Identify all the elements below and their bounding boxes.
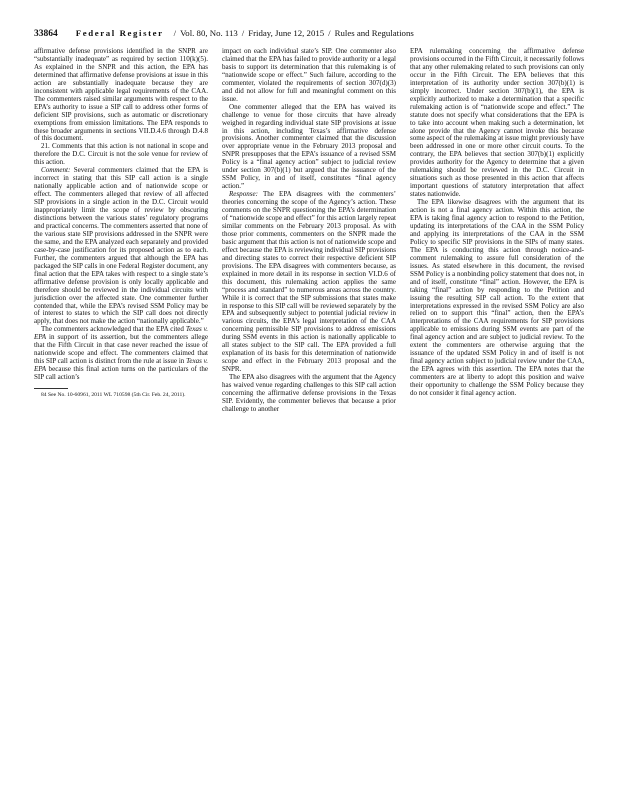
text-columns <box>34 48 584 414</box>
header-separator: / <box>173 28 177 38</box>
paragraph <box>34 326 208 382</box>
column-1 <box>34 48 208 414</box>
text-run: because this final action turns on the particulars of the SIP call action’s <box>34 365 208 382</box>
paragraph <box>222 191 396 374</box>
section-name: Rules and Regulations <box>334 28 414 38</box>
volume-info: Vol. 80, No. 113 <box>180 28 238 38</box>
issue-date: Friday, June 12, 2015 <box>248 28 325 38</box>
footnote-divider <box>34 388 68 389</box>
header-separator: / <box>328 28 331 38</box>
comment-text: Several commenters claimed that the EPA is incorrect in stating that this SIP call action is a single nationally applicable action and of nationwide scope or effect. The commenters alleged that review of all affected SIP provisions in a single action in the D.C. Circuit would inappropriately limit the scope of review by obscuring distinctions between the various states’ regulatory programs and practical concerns. The commenters asserted that none of the various state SIP provisions addressed in the SNPR were the same, and the EPA analyzed each separately and provided case-by-case justification for its proposed action as to each. Further, the commenters argued that although the EPA has packaged the SIP calls in one Federal Register document, any final action that the EPA takes with respect to a single state’s affirmative defense provision is only locally applicable and therefore should be reviewed in the individual circuits with jurisdiction over the affected state. One commenter further contended that, while the EPA’s revised SSM Policy may be of interest to states to which the SIP call does not directly apply, that does not make the action “nationally applicable.” <box>34 166 208 326</box>
column-3 <box>410 48 584 414</box>
paragraph <box>34 167 208 326</box>
page-header <box>34 28 584 44</box>
text-run: The commenters claimed that this SIP call action is distinct from the rule at issue in <box>34 349 208 366</box>
response-text: The EPA disagrees with the commenters’ theories concerning the scope of the Agency’s action. These comments on the SNPR questioning the EPA’s determination of “nationwide scope and effect” for this action largely repeat similar comments on the February 2013 proposal. As with those prior comments, commenters on the SNPR made the basic argument that this action is not of nationwide scope and effect because the EPA is reviewing individual SIP provisions and directing states to correct their respective deficient SIP provisions. The EPA disagrees with commenters because, as explained in more detail in its response in section VI.D.6 of this document, this rulemaking action applies the same “process and standard” to numerous areas across the country. While it is correct that the SIP submissions that states make in response to this SIP call will be reviewed separately by the EPA and subsequently subject to potential judicial review in various circuits, the EPA’s legal interpretation of the CAA concerning permissible SIP provisions to address emissions during SSM events in this action is nationally applicable to all states subject to the SIP call. The EPA provided a full explanation of its basis for this determination of nationwide scope and effect in the February 2013 proposal and the SNPR. <box>222 190 396 374</box>
case-name: Texas v. EPA <box>34 357 209 374</box>
paragraph: The EPA also disagrees with the argument that the Agency has waived venue regarding challenges to this SIP call action concerning the affirmative defense provisions in the Texas SIP. Evidently, the commenter believes that because a prior challenge to another <box>222 373 396 413</box>
comment-label: Comment: <box>41 166 71 175</box>
text-run: The commenters acknowledged that the EPA cited <box>41 325 186 334</box>
paragraph: impact on each individual state’s SIP. One commenter also claimed that the EPA has failed to provide authority or a legal basis to support its determination that this rulemaking is of “nationwide scope or effect.” Such failure, according to the commenter, violated the requirements of section 307(d)(3) and did not allow for full and meaningful comment on this issue. <box>222 47 396 103</box>
comment-heading: 21. Comments that this action is not national in scope and therefore the D.C. Circuit is not the sole venue for review of this action. <box>34 142 208 167</box>
column-2 <box>222 48 396 414</box>
header-separator: / <box>241 28 245 38</box>
paragraph: EPA rulemaking concerning the affirmative defense provisions occurred in the Fifth Circuit, it necessarily follows that any other rulemaking related to such provisions can only occur in the Fifth Circuit. The EPA believes that this interpretation of its authority under section 307(b)(1) is simply incorrect. Under section 307(b)(1), the EPA is explicitly authorized to make a determination that a specific rulemaking action is of “nationwide scope and effect.” The statute does not specify what considerations that the EPA is to take into account when making such a determination, let alone provide that the Agency cannot invoke this because some aspect of the rulemaking at issue might previously have been addressed in one or more other circuit courts. To the contrary, the EPA believes that section 307(b)(1) explicitly provides authority for the Agency to determine that a given rulemaking should be reviewed in the D.C. Circuit in situations such as those presented in this action that affects important questions of statutory interpretation that affect states nationwide. <box>410 47 584 199</box>
case-name: Texas v. EPA <box>34 325 208 342</box>
text-run: in support of its assertion, but the commenters allege that the Fifth Circuit in that case never reached the issue of nationwide scope and effect. <box>34 333 208 358</box>
paragraph: One commenter alleged that the EPA has waived its challenge to venue for those circuits that have already weighed in regarding individual state SIP provisions at issue in this action, including Texas’s affirmative defense provisions. Another commenter claimed that the discussion over appropriate venue in the February 2013 proposal and SNPR presupposes that the EPA’s issuance of a revised SSM Policy is a “final agency action” subject to judicial review under section 307(b)(1) but argued that the issuance of the SSM Policy, in and of itself, constitutes “final agency action.” <box>222 102 396 191</box>
paragraph: The EPA likewise disagrees with the argument that its action is not a final agency action. Within this action, the EPA is taking final agency action to respond to the Petition, updating its interpretations of the CAA in the SSM Policy and applying its interpretations of the CAA in the SSM Policy to specific SIP provisions in the SIPs of many states. The EPA is conducting this action through notice-and-comment rulemaking to assure full consideration of the issues. As stated elsewhere in this document, the revised SSM Policy is a nonbinding policy statement that does not, in and of itself, constitute “final” action. However, the EPA is taking “final” action by responding to the Petition and issuing the resulting SIP call action. To the extent that interpretations expressed in the revised SSM Policy are also relied on to support this “final” action, then the EPA’s interpretations of the CAA requirements for SIP provisions applicable to emissions during SSM events are part of the final agency action and are subject to judicial review. To the extent the commenters are otherwise arguing that the issuance of the updated SSM Policy in and of itself is not final agency action subject to judicial review under the CAA, the EPA agrees with this assertion. The EPA notes that the commenters are at liberty to adopt this position and waive their opportunity to challenge the SSM Policy because they do not consider it final agency action. <box>410 198 585 397</box>
journal-title: Federal Register <box>75 28 164 38</box>
footnote: 84 See No. 10-60961, 2011 WL 710598 (5th Cir. Feb. 24, 2011). <box>41 392 186 399</box>
paragraph: affirmative defense provisions identified in the SNPR are “substantially inadequate” as required by section 110(k)(5). As explained in the SNPR and this action, the EPA has determined that affirmative defense provisions at issue in this action are substantially inadequate because they are inconsistent with applicable legal requirements of the CAA. The commenters raised similar arguments with respect to the EPA’s authority to issue a SIP call to address other forms of deficient SIP provisions, such as automatic or discretionary exemptions from emission limitations. The EPA responds to these broader arguments in sections VII.D.4.6 through D.4.8 of this document. <box>34 47 208 143</box>
page-number: 33864 <box>34 29 58 39</box>
response-label: Response: <box>229 190 258 199</box>
